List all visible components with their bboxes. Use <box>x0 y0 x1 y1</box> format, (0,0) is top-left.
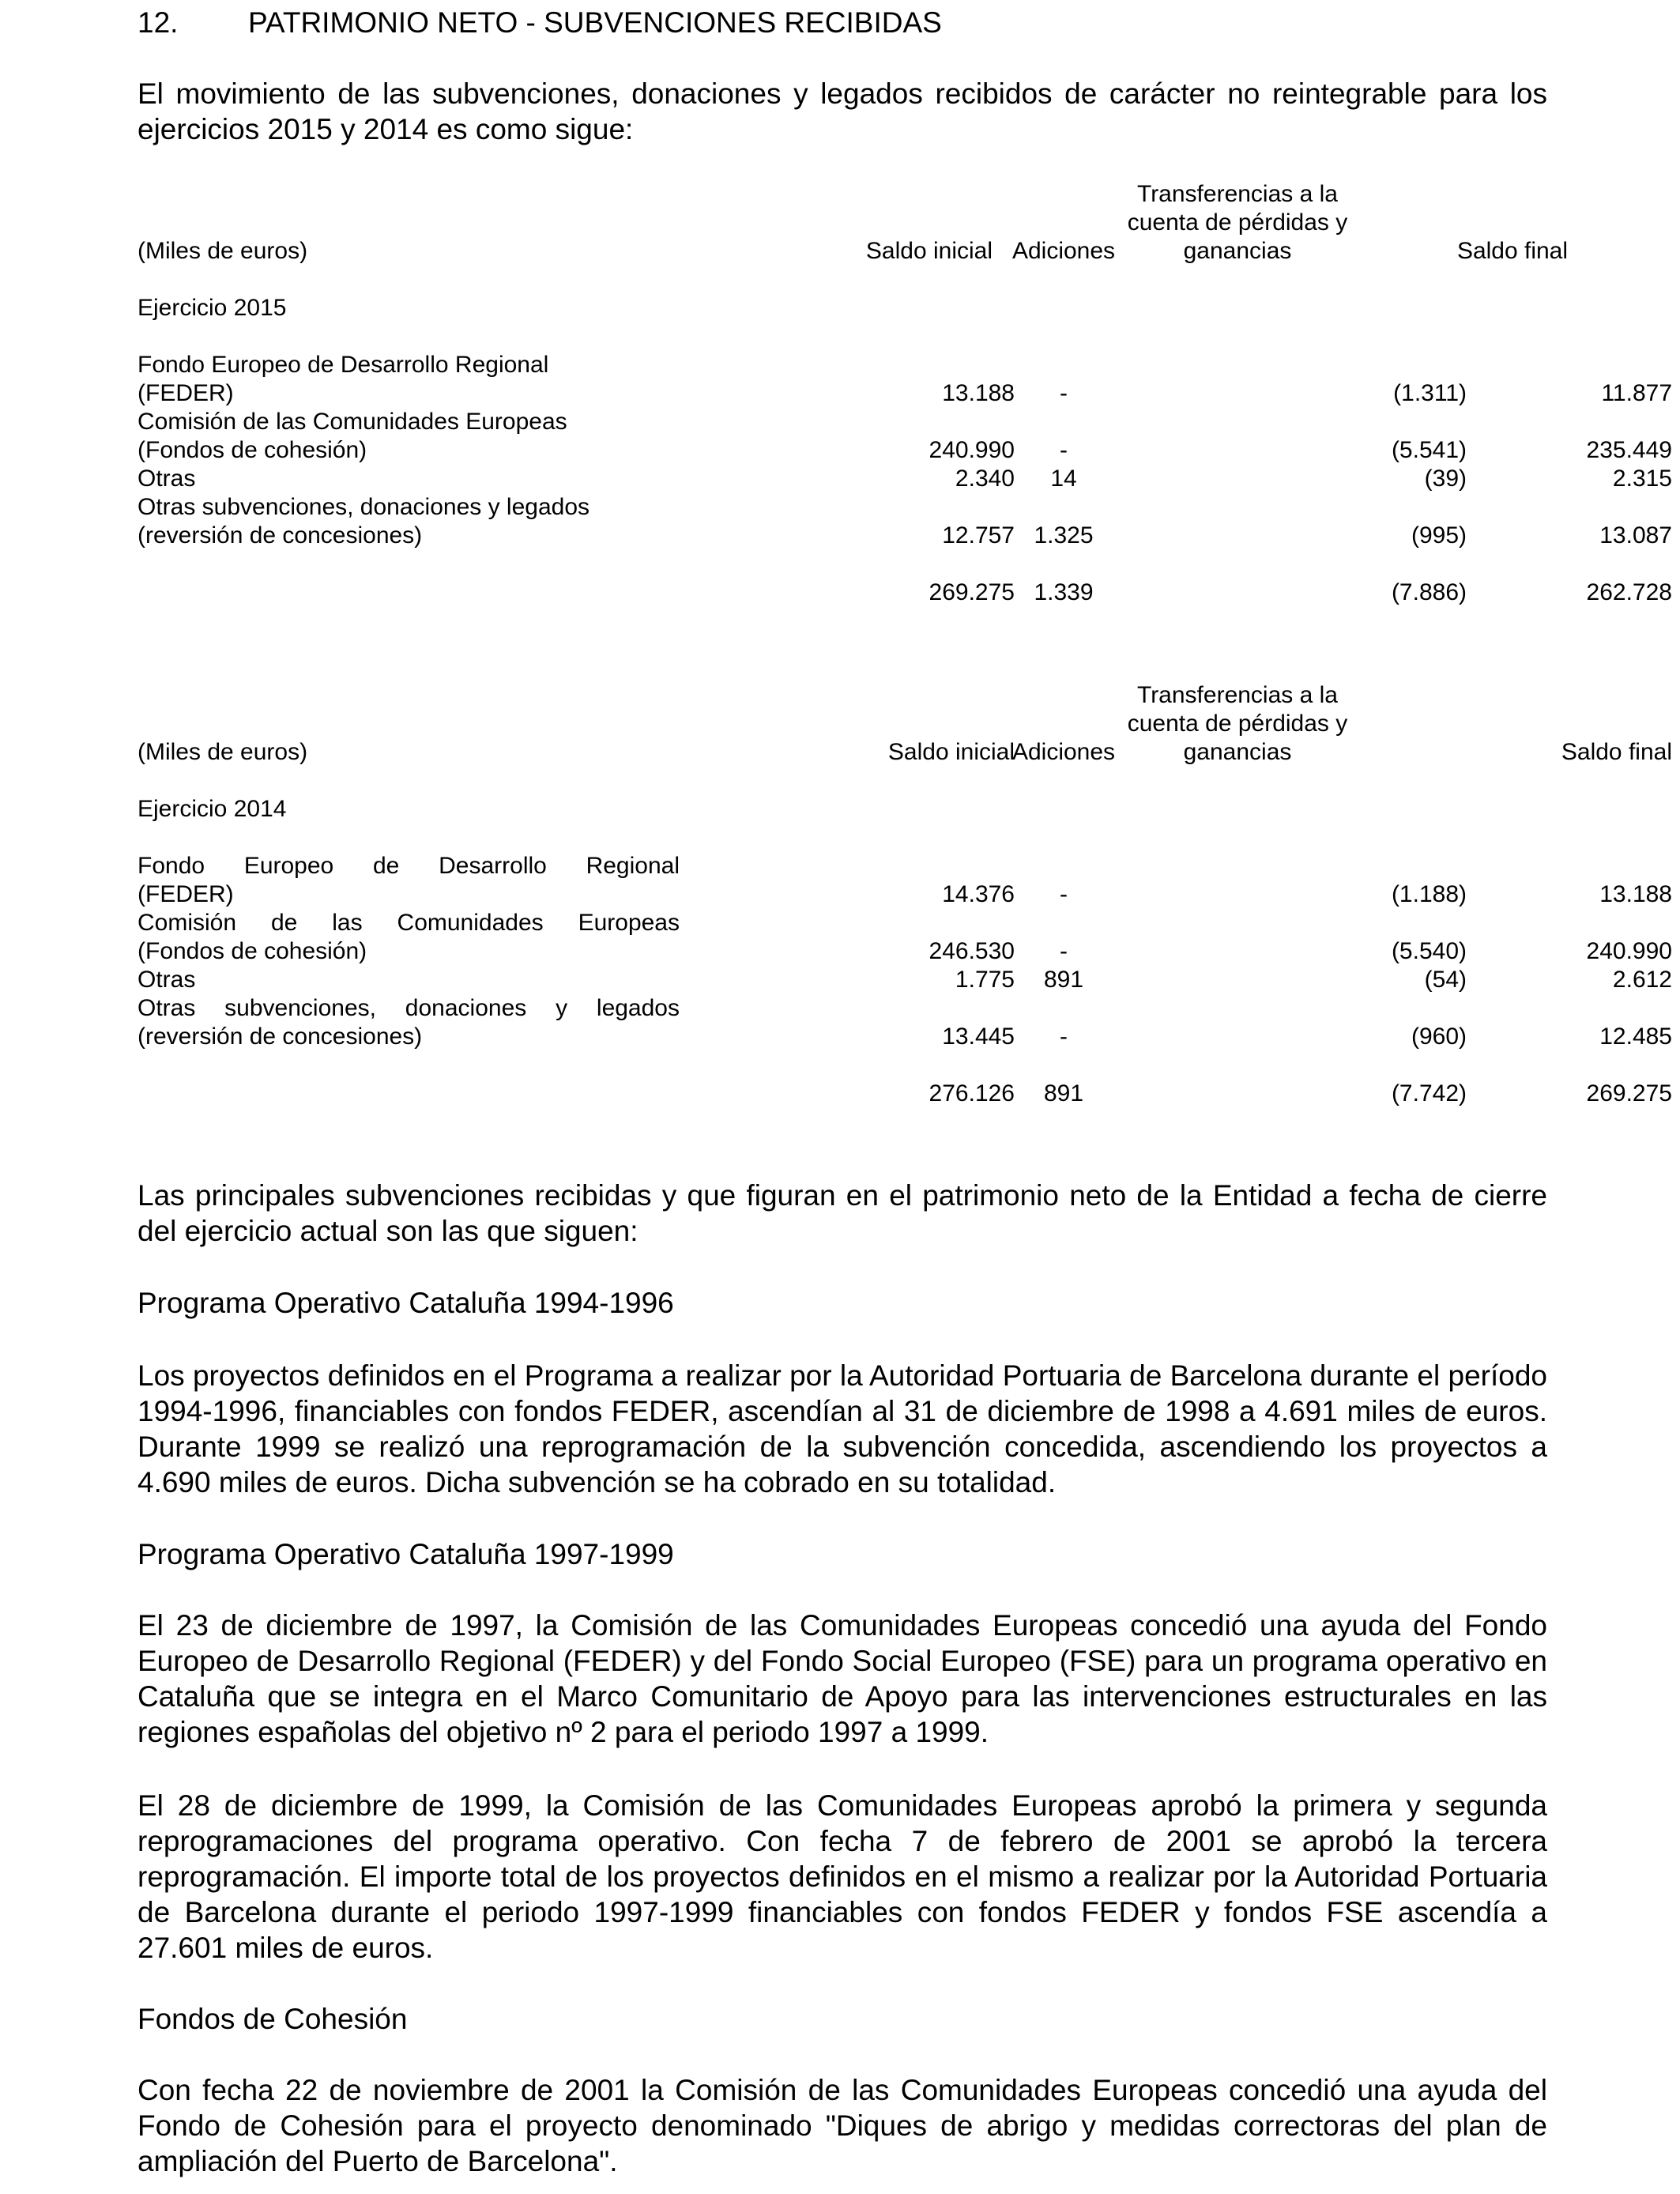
table-row: Otras 2.340 14 (39) 2.315 <box>137 466 1672 492</box>
table-row: (FEDER) 14.376 - (1.188) 13.188 <box>137 881 1672 907</box>
paragraph-programa-1994: Los proyectos definidos en el Programa a realizar por la Autoridad Portuaria de Barcelona durante el período 1994-1996, financiables con fondos FEDER, ascendían al 31 de diciembre de 1998 a 4.691 miles de euros. Durante 1999 se realizó una reprogramación de la subvención concedida, ascendiendo los proyectos a 4.690 miles de euros. Dicha subvención se ha cobrado en su totalidad. <box>137 1359 1547 1498</box>
subheading-programa-1997: Programa Operativo Cataluña 1997-1999 <box>137 1538 674 1570</box>
header-adiciones: Adiciones <box>1011 238 1116 264</box>
paragraph-principales: Las principales subvenciones recibidas y que figuran en el patrimonio neto de la Entidad a fecha de cierre del ejercicio actual son las que siguen: <box>137 1179 1547 1247</box>
section-number: 12. <box>137 6 179 39</box>
subheading-programa-1994: Programa Operativo Cataluña 1994-1996 <box>137 1287 674 1319</box>
section-title: PATRIMONIO NETO - SUBVENCIONES RECIBIDAS <box>248 6 942 39</box>
header-unit: (Miles de euros) <box>137 238 308 264</box>
header-saldo-inicial: Saldo inicial <box>887 739 1015 765</box>
table-row-label: Fondo Europeo de Desarrollo Regional <box>137 352 549 378</box>
table-row: Otras 1.775 891 (54) 2.612 <box>137 967 1672 993</box>
table-row: (reversión de concesiones) 13.445 - (960) 12.485 <box>137 1023 1672 1050</box>
table-row-label: Fondo Europeo de Desarrollo Regional <box>137 853 680 879</box>
intro-paragraph: El movimiento de las subvenciones, donaciones y legados recibidos de carácter no reintegrable para los ejercicios 2015 y 2014 es como sigue: <box>137 77 1547 145</box>
table-total-row: 269.275 1.339 (7.886) 262.728 <box>929 579 1672 605</box>
table-header-row <box>137 738 1672 767</box>
header-saldo-final: Saldo final <box>1561 739 1672 765</box>
table-row-label: Comisión de las Comunidades Europeas <box>137 910 680 936</box>
table-row-label: Comisión de las Comunidades Europeas <box>137 409 567 435</box>
table-row: (reversión de concesiones) 12.757 1.325 (995) 13.087 <box>137 522 1672 548</box>
header-saldo-inicial: Saldo inicial <box>865 238 993 264</box>
table-row-label: Otras subvenciones, donaciones y legados <box>137 494 590 520</box>
table-row-label: Otras subvenciones, donaciones y legados <box>137 995 680 1021</box>
table-row: (FEDER) 13.188 - (1.311) 11.877 <box>137 380 1672 406</box>
paragraph-programa-1997: El 23 de diciembre de 1997, la Comisión de las Comunidades Europeas concedió una ayuda del Fondo Europeo de Desarrollo Regional (FEDER) y del Fondo Social Europeo (FSE) para un programa operativo en Cataluña que se integra en el Marco Comunitario de Apoyo para las intervenciones estructurales en las regiones españolas del objetivo nº 2 para el periodo 1997 a 1999. <box>137 1609 1547 1748</box>
header-transfer: Transferencias a la cuenta de pérdidas y ganancias <box>1127 682 1348 765</box>
paragraph-reprogramaciones: El 28 de diciembre de 1999, la Comisión de las Comunidades Europeas aprobó la primera y segunda reprogramaciones del programa operativo. Con fecha 7 de febrero de 2001 se aprobó la tercera reprogramación. El importe total de los proyectos definidos en el mismo a realizar por la Autoridad Portuaria de Barcelona durante el periodo 1997-1999 financiables con fondos FEDER y fondos FSE ascendía a 27.601 miles de euros. <box>137 1789 1547 1964</box>
table-row: (Fondos de cohesión) 246.530 - (5.540) 240.990 <box>137 938 1672 964</box>
table-total-row: 276.126 891 (7.742) 269.275 <box>929 1080 1672 1106</box>
header-saldo-final: Saldo final <box>1456 238 1569 264</box>
table-header-row <box>137 237 1569 266</box>
header-transfer: Transferencias a la cuenta de pérdidas y ganancias <box>1127 181 1348 264</box>
paragraph-fondos-cohesion: Con fecha 22 de noviembre de 2001 la Comisión de las Comunidades Europeas concedió una ayuda del Fondo de Cohesión para el proyecto denominado "Diques de abrigo y medidas correctoras del plan de ampliación del Puerto de Barcelona". <box>137 2074 1547 2177</box>
table-row: (Fondos de cohesión) 240.990 - (5.541) 235.449 <box>137 437 1672 463</box>
ejercicio-label: Ejercicio 2015 <box>137 295 287 321</box>
header-adiciones: Adiciones <box>1011 739 1116 765</box>
ejercicio-label: Ejercicio 2014 <box>137 796 287 822</box>
header-unit: (Miles de euros) <box>137 739 308 765</box>
section-heading <box>137 6 942 40</box>
subheading-fondos-cohesion: Fondos de Cohesión <box>137 2003 408 2035</box>
